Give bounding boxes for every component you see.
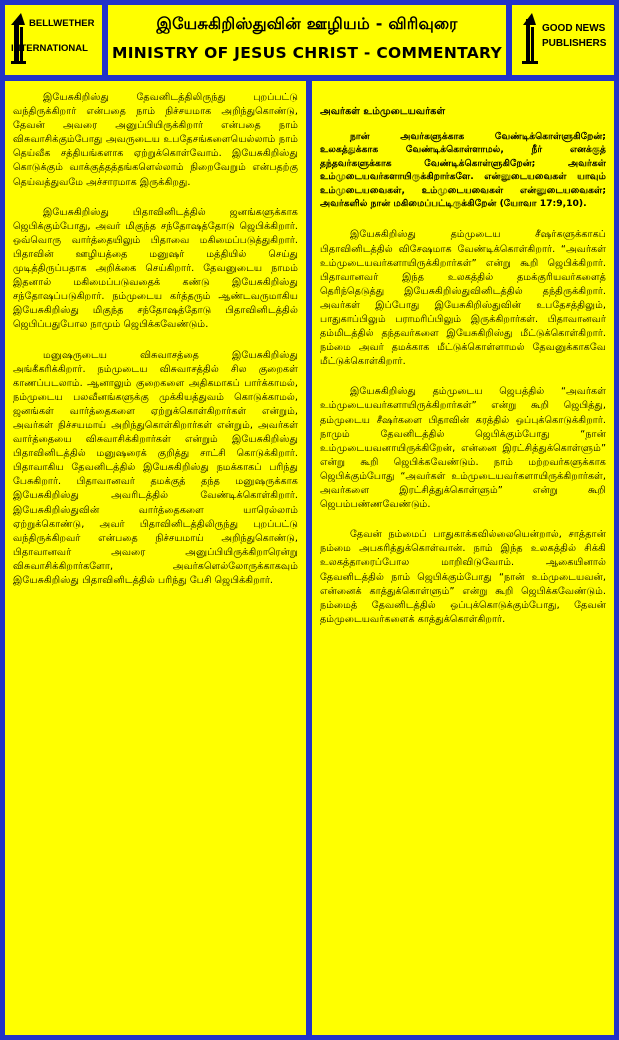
right-column <box>312 81 614 1035</box>
title-english: MINISTRY OF JESUS CHRIST - COMMENTARY <box>112 44 502 62</box>
left-paragraph-2: இயேசுகிறிஸ்து பிதாவினிடத்தில் ஜனங்களுக்காக ஜெபிக்கும்போது, அவர் மிகுந்த சந்தோஷத்தோடு ஜெபிக்கிறார். ஒவ்வொரு வார்த்தையிலும் பிதாவை மகிமைப்படுத்துகிறார். பிதாவின் ஊழியத்தை மனுஷர் மத்தியில் செய்து முடித்திருப்பதாக அறிக்கை செய்கிறார். தேவனுடைய நாமம் இதனால் மகிமைப்படுவதைக் கண்டு இயேசுகிறிஸ்து சந்தோஷப்படுகிறார். நம்முடைய கர்த்தரும் ஆண்டவருமாகிய இயேசுகிறிஸ்து மிகுந்த சந்தோஷத்தோடு பிதாவினிடத்தில் ஜெபிப்பதுபோல நாமும் ஜெபிக்கவேண்டும். <box>13 206 298 331</box>
right-paragraph-2: இயேசுகிறிஸ்து தம்முடைய ஜெபத்தில் “அவர்கள் உம்முடையவர்களாயிருக்கிறார்கள்” என்று கூறி ஜெபித்து, தம்முடைய சீஷர்களை பிதாவின் கரத்தில் ஒப்புக்கொடுக்கிறார். நாமும் தேவனிடத்தில் ஜெபிக்கும்போது “நான் உம்முடையவனாயிருக்கிறேன், என்னை இரட்சித்துக்கொள்ளும்” என்று கூறி ஜெபிக்கவேண்டும். நாம் மற்றவர்களுக்காக ஜெபிக்கும்போது “அவர்கள் உம்முடையவர்களாயிருக்கிறார்கள், அவர்களை இரட்சித்துக்கொள்ளும்” என்று கூறி ஜெபம்பண்ணவேண்டும். <box>320 386 606 511</box>
right-paragraph-1: இயேசுகிறிஸ்து தம்முடைய சீஷர்களுக்காகப் பிதாவினிடத்தில் விசேஷமாக வேண்டிக்கொள்கிறார். “அவர்கள் உம்முடையவர்களாயிருக்கிறார்கள்” என்று கூறி ஜெபிக்கிறார். பிதாவானவர் இந்த உலகத்தில் தமக்குரியவர்களைத் தெரிந்தெடுத்து இயேசுகிறிஸ்துவினிடத்தில் தந்திருக்கிறார். அவர்கள் இப்போது இயேசுகிறிஸ்துவின் உபதேசத்திலும், பாதுகாப்பிலும் பராமரிப்பிலும் இருக்கிறார்கள். பிதாவானவர் தம்மிடத்தில் தந்தவர்களை இயேசுகிறிஸ்து மீட்டுக்கொள்கிறார். நம்மை அவர் தமக்காக மீட்டுக்கொள்ளாமல் தேவனுக்காகவே மீட்டுக்கொள்கிறார். <box>320 229 606 368</box>
section-heading: அவர்கள் உம்முடையவர்கள் <box>320 106 446 117</box>
left-paragraph-1: இயேசுகிறிஸ்து தேவனிடத்திலிருந்து புறப்பட்டு வந்திருக்கிறார் என்பதை நாம் நிச்சயமாக அறிந்துகொண்டு, தேவன் அவரை அனுப்பியிருக்கிறார் என்பதை நாம் விசுவாசிக்கும்போது அவருடைய உபதேசங்களையெல்லாம் நாம் தெய்வீக சத்தியங்களாக ஏற்றுக்கொள்வோம். இயேசுகிறிஸ்து கொடுக்கும் வாக்குத்தத்தங்களெல்லாம் நிறைவேறும் என்பதற்கு தெய்வத்துவமே அச்சாரமாக இருக்கிறது. <box>13 92 298 188</box>
good-news-logo <box>512 5 614 75</box>
left-column <box>5 81 306 1035</box>
scripture-verse: நான் அவர்களுக்காக வேண்டிக்கொள்ளுகிறேன்; உலகத்துக்காக வேண்டிக்கொள்ளாமல், நீர் எனக்குத் தந்தவர்களுக்காக வேண்டிக்கொள்ளுகிறேன்; அவர்கள் உம்முடையவர்களாயிருக்கிறார்களே. என்னுடையவைகள் யாவும் உம்முடையவைகள், உம்முடையவைகள் என்னுடையவைகள்; அவர்களில் நான் மகிமைப்பட்டிருக்கிறேன் (யோவா 17:9,10). <box>320 131 606 210</box>
bellwether-line2: INTERNATIONAL <box>11 43 88 54</box>
bellwether-logo <box>5 5 102 75</box>
bellwether-logo-icon <box>5 5 102 75</box>
bellwether-line1: BELLWETHER <box>29 18 95 29</box>
left-paragraph-3: மனுஷருடைய விசுவாசத்தை இயேசுகிறிஸ்து அங்கீகரிக்கிறார். நம்முடைய விசுவாசத்தில் சில குறைகள் காணப்படலாம். ஆனாலும் குறைகளை அதிகமாகப் பார்க்காமல், நம்முடைய பலவீனங்களுக்கு முக்கியத்துவம் கொடுக்காமல், ஜனங்கள் வார்த்தைகளை ஏற்றுக்கொள்கிறார்கள் என்றும், அவர்கள் நிச்சயமாய் அறிந்துகொள்கிறார்கள் என்றும், அவர்கள் வார்த்தையை விசுவாசிக்கிறார்கள் என்றும் இயேசுகிறிஸ்து பிதாவினிடத்தில் மனுஷரைக் குறித்து சாட்சி கொடுக்கிறார். பிதாவாகிய தேவனிடத்தில் இயேசுகிறிஸ்து நமக்காகப் பரிந்து பேசுகிறார். பிதாவானவர் தமக்குத் தந்த மனுஷருக்காக இயேசுகிறிஸ்து அவரிடத்தில் வேண்டிக்கொள்கிறார். இயேசுகிறிஸ்துவின் வார்த்தைகளை யாரெல்லாம் ஏற்றுக்கொண்டு, அவர் பிதாவினிடத்திலிருந்து புறப்பட்டு வந்திருக்கிறவர் என்பதை நிச்சயமாய் அறிந்துகொண்டு, பிதாவானவர் அவரை அனுப்பியிருக்கிறாரென்று விசுவாசிக்கிறார்களோ, அவர்களெல்லோருக்காகவும் இயேசுகிறிஸ்து பிதாவினிடத்தில் பரிந்து பேசி ஜெபிக்கிறார். <box>13 349 298 586</box>
right-paragraph-3: தேவன் நம்மைப் பாதுகாக்கவில்லையென்றால், சாத்தான் நம்மை அபகரித்துக்கொள்வான். நாம் இந்த உலகத்தில் சிக்கி உலகத்தாரைப்போல மாறிவிடுவோம். ஆகையினால் தேவனிடத்தில் நாம் ஜெபிக்கும்போது “நான் உம்முடையவன், என்னைக் காத்துக்கொள்ளும்” என்று கூறி ஜெபிக்கவேண்டும். நம்மைத் தேவனிடத்தில் ஒப்புக்கொடுக்கும்போது, தேவன் தம்முடையவர்களைக் காத்துக்கொள்கிறார். <box>320 529 606 625</box>
good-news-line1: GOOD NEWS <box>542 23 606 34</box>
title-box <box>108 5 506 75</box>
title-tamil: இயேசுகிறிஸ்துவின் ஊழியம் - விரிவுரை <box>156 14 458 33</box>
good-news-line2: PUBLISHERS <box>542 38 607 49</box>
